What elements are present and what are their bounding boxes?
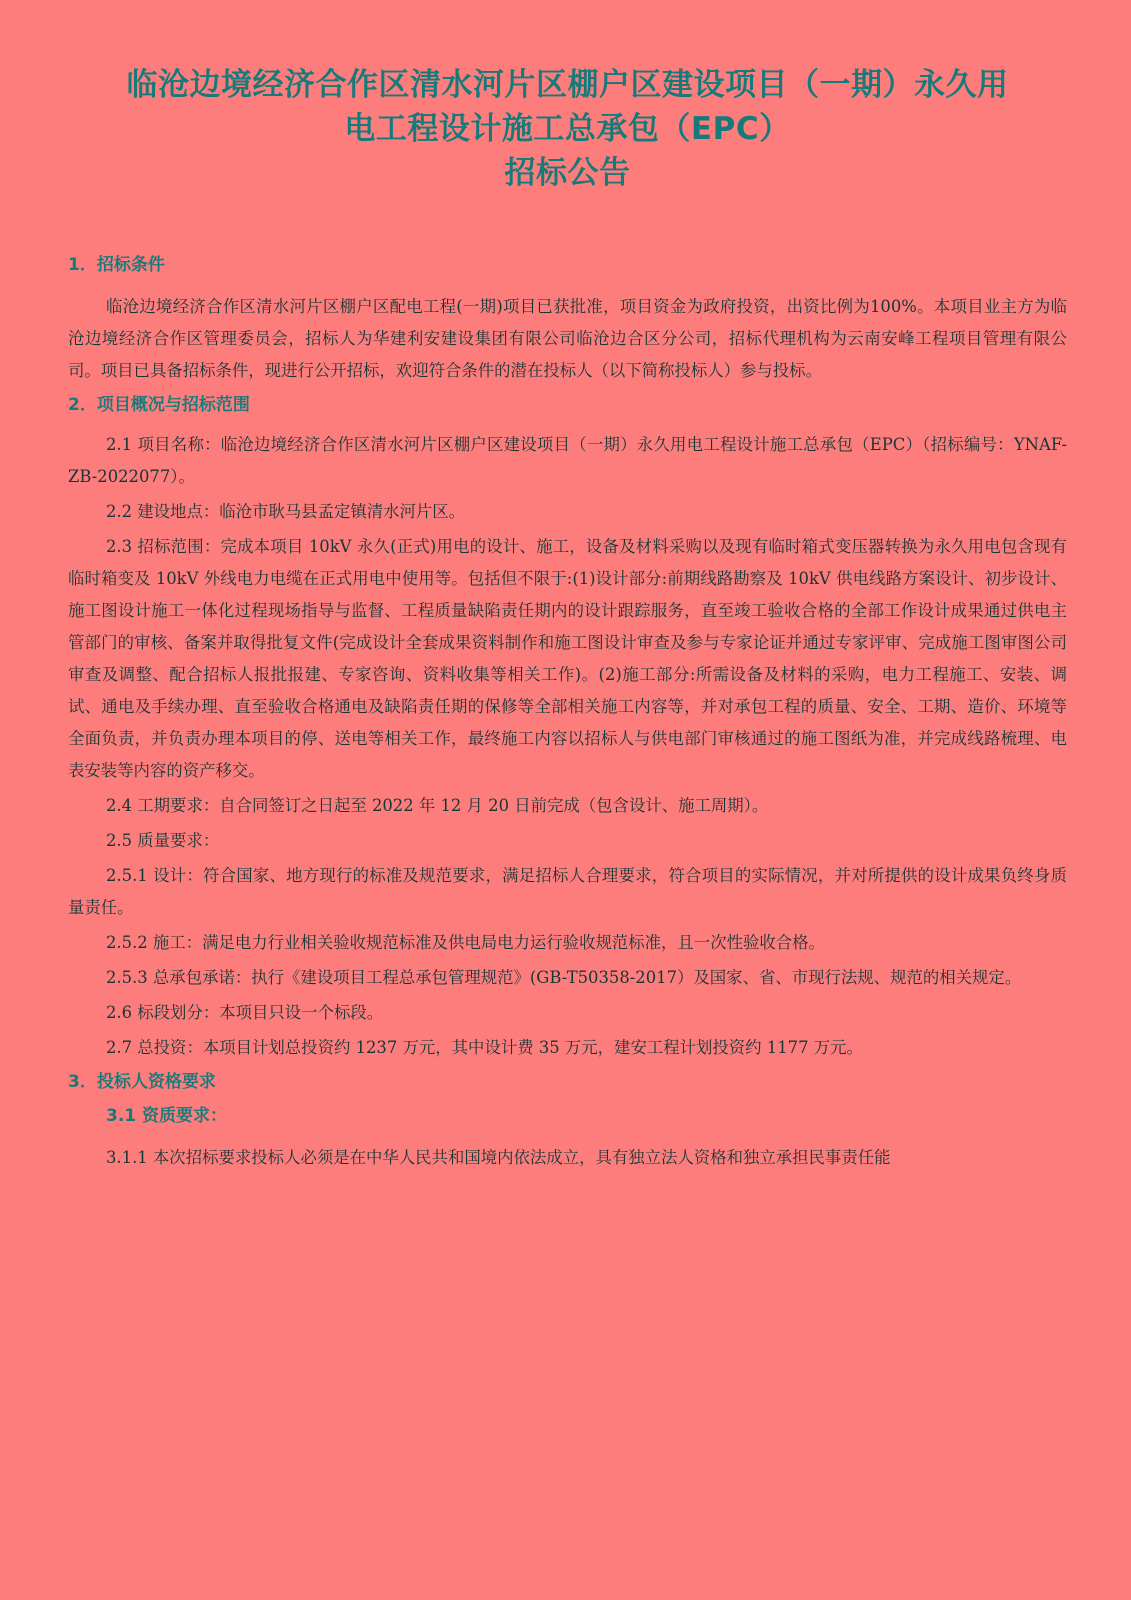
title-line-1: 临沧边境经济合作区清水河片区棚户区建设项目（一期）永久用 <box>126 67 1009 103</box>
section-2-heading: 2．项目概况与招标范围 <box>68 395 250 415</box>
item-3-1-1: 3.1.1 本次招标要求投标人必须是在中华人民共和国境内依法成立，具有独立法人资格和独立承担民事责任能 <box>106 1148 891 1167</box>
item-2-1: 2.1 项目名称：临沧边境经济合作区清水河片区棚户区建设项目（一期）永久用电工程设计施工总承包（EPC）（招标编号：YNAF-ZB-2022077）。 <box>68 435 1067 486</box>
item-2-2: 2.2 建设地点：临沧市耿马县孟定镇清水河片区。 <box>106 502 466 521</box>
document-title <box>68 64 1067 195</box>
title-line-2: 电工程设计施工总承包（EPC） <box>344 111 791 147</box>
item-2-4: 2.4 工期要求：自合同签订之日起至 2022 年 12 月 20 日前完成（包含设计、施工周期）。 <box>106 796 769 815</box>
section-3-1-heading: 3.1 资质要求： <box>106 1106 228 1126</box>
item-2-5-2: 2.5.2 施工：满足电力行业相关验收规范标准及供电局电力运行验收规范标准，且一次性验收合格。 <box>106 933 825 952</box>
title-line-3: 招标公告 <box>504 155 631 191</box>
item-2-7: 2.7 总投资：本项目计划总投资约 1237 万元，其中设计费 35 万元，建安工程计划投资约 1177 万元。 <box>106 1038 863 1057</box>
item-2-5-3: 2.5.3 总承包承诺：执行《建设项目工程总承包管理规范》(GB-T50358-2017）及国家、省、市现行法规、规范的相关规定。 <box>106 968 1022 987</box>
section-1-heading: 1．招标条件 <box>68 255 165 275</box>
item-2-5-1: 2.5.1 设计：符合国家、地方现行的标准及规范要求，满足招标人合理要求，符合项目的实际情况，并对所提供的设计成果负终身质量责任。 <box>68 866 1067 917</box>
item-2-6: 2.6 标段划分：本项目只设一个标段。 <box>106 1003 384 1022</box>
section-3-heading: 3．投标人资格要求 <box>68 1072 216 1092</box>
item-2-5: 2.5 质量要求： <box>106 831 220 850</box>
title-spacer <box>68 195 1067 253</box>
item-2-3: 2.3 招标范围：完成本项目 10kV 永久(正式)用电的设计、施工，设备及材料采购以及现有临时箱式变压器转换为永久用电包含现有临时箱变及 10kV 外线电力电缆在正式用电中使用等。包括但不限于:(1)设计部分:前期线路勘察及 10kV 供电线路方案设计、初步设计、施工图设计施工一体化过程现场指导与监督、工程质量缺陷责任期内的设计跟踪服务，直至竣工验收合格的全部工作设计成果通过供电主管部门的审核、备案并取得批复文件(完成设计全套成果资料制作和施工图设计审查及参与专家论证并通过专家评审、完成施工图审图公司审查及调整、配合招标人报批报建、专家咨询、资料收集等相关工作)。(2)施工部分:所需设备及材料的采购，电力工程施工、安装、调试、通电及手续办理、直至验收合格通电及缺陷责任期的保修等全部相关施工内容等，并对承包工程的质量、安全、工期、造价、环境等全面负责，并负责办理本项目的停、送电等相关工作，最终施工内容以招标人与供电部门审核通过的施工图纸为准，并完成线路梳理、电表安装等内容的资产移交。 <box>68 537 1067 780</box>
section-1-paragraph: 临沧边境经济合作区清水河片区棚户区配电工程(一期)项目已获批准，项目资金为政府投资，出资比例为100%。本项目业主方为临沧边境经济合作区管理委员会，招标人为华建利安建设集团有限公司临沧边合区分公司，招标代理机构为云南安峰工程项目管理有限公司。项目已具备招标条件，现进行公开招标，欢迎符合条件的潜在投标人（以下简称投标人）参与投标。 <box>68 297 1067 380</box>
